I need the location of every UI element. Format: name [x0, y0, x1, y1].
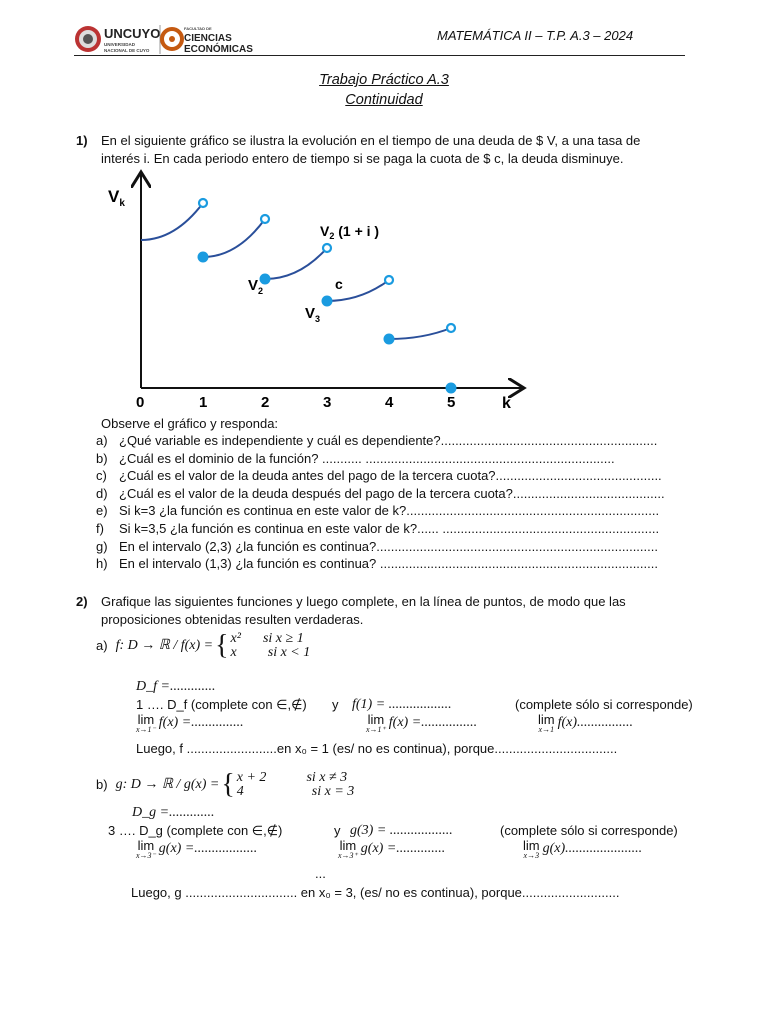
right-limit-f[interactable]: lim x→1⁺ f(x) =................	[366, 712, 478, 734]
limit-g[interactable]: lim x→3 g(x)......................	[523, 838, 643, 860]
observe-instruction: Observe el gráfico y responda:	[101, 416, 279, 431]
ellipsis: ...	[315, 866, 326, 881]
question-item-letter: c)	[96, 468, 107, 484]
open-point	[261, 215, 269, 223]
item-label: b)	[96, 777, 108, 792]
question-1-text-line2: interés i. En cada periodo entero de tiempo si se paga la cuota de $ c, la deuda disminuye.	[101, 151, 624, 166]
closed-point	[446, 383, 457, 394]
open-point	[323, 244, 331, 252]
question-item-text[interactable]: ¿Cuál es el dominio de la función? ........... .....................................................................	[119, 450, 615, 466]
question-item-text[interactable]: Si k=3 ¿la función es continua en este valor de k?......................................................................	[119, 503, 660, 519]
question-item-text[interactable]: ¿Qué variable es independiente y cuál es dependiente?............................................................	[119, 433, 658, 448]
question-item-letter: a)	[96, 433, 108, 448]
g-of-3-blank[interactable]: g(3) = ..................	[350, 823, 453, 838]
curve-segment	[389, 328, 451, 339]
question-item-letter: g)	[96, 538, 108, 554]
brace-symbol: {	[221, 769, 235, 800]
question-item-letter: d)	[96, 485, 108, 501]
question-item-text[interactable]: ¿Cuál es el valor de la deuda después del pago de la tercera cuota?..........................................	[119, 485, 665, 501]
x-axis-label: k	[502, 395, 511, 412]
closed-point	[384, 334, 395, 345]
left-limit-f[interactable]: lim x→1⁻ f(x) =...............	[136, 712, 244, 734]
annotation-v2-1-plus-i: $V_2$ (1 + i )	[320, 223, 380, 241]
domain-f-blank[interactable]: D_f =.............	[136, 679, 216, 694]
function-g-definition: g: D → ℝ / g(x) =	[115, 777, 220, 792]
svg-text:CIENCIAS: CIENCIAS	[184, 33, 232, 44]
conjunction-y: y	[334, 823, 341, 838]
item-label: a)	[96, 638, 108, 653]
svg-text:UNIVERSIDAD: UNIVERSIDAD	[104, 42, 136, 47]
svg-text:NACIONAL DE CUYO: NACIONAL DE CUYO	[104, 48, 150, 53]
question-item-letter: h)	[96, 556, 108, 572]
f-of-1-blank[interactable]: f(1) = ..................	[352, 697, 452, 712]
conclusion-g-blank[interactable]: Luego, g ............................... en x₀ = 3, (es/ no es continua), porque...........................	[131, 885, 620, 900]
closed-point	[198, 252, 209, 263]
question-1-number: 1)	[76, 133, 88, 148]
function-f-definition: f: D → ℝ / f(x) =	[115, 638, 214, 653]
open-point	[199, 199, 207, 207]
curve-segment	[141, 203, 203, 240]
svg-text:ECONÓMICAS: ECONÓMICAS	[184, 44, 253, 55]
closed-point	[322, 296, 333, 307]
x-tick-label: 2	[261, 394, 270, 411]
curve-segment	[265, 248, 327, 279]
piecewise-cases: x + 2 si x ≠ 3 4 si x = 3	[236, 770, 355, 799]
conjunction-y: y	[332, 697, 339, 712]
item-2b-definition	[96, 770, 354, 800]
question-2-number: 2)	[76, 594, 88, 609]
question-item-text[interactable]: En el intervalo (2,3) ¿la función es continua?..............................................................................	[119, 538, 658, 554]
brace-symbol: {	[215, 630, 229, 661]
page-title: Trabajo Práctico A.3	[319, 72, 449, 88]
question-item-text[interactable]: Si k=3,5 ¿la función es continua en este valor de k?...... ............................................................	[119, 521, 660, 536]
x-tick-label: 3	[323, 394, 332, 411]
piecewise-cases: x² si x ≥ 1 x si x < 1	[230, 631, 311, 660]
right-limit-g[interactable]: lim x→3⁺ g(x) =..............	[338, 838, 446, 860]
page-subtitle: Continuidad	[345, 92, 423, 108]
question-item-letter: e)	[96, 503, 108, 519]
x-tick-label: 0	[136, 394, 145, 411]
y-axis-label: $V_k$	[108, 187, 125, 209]
question-item-letter: f)	[96, 521, 104, 536]
debt-graph	[0, 0, 768, 414]
annotation-v2: $V_2$	[248, 277, 264, 296]
question-1-text-line1: En el siguiente gráfico se ilustra la evolución en el tiempo de una deuda de $ V, a una tasa de	[101, 133, 641, 148]
complete-note: (complete sólo si corresponde)	[500, 823, 678, 838]
open-point	[385, 276, 393, 284]
annotation-c: c	[335, 276, 343, 292]
course-header: MATEMÁTICA II – T.P. A.3 – 2024	[437, 28, 634, 43]
question-2-text-line1: Grafique las siguientes funciones y luego complete, en la línea de puntos, de modo que las	[101, 594, 626, 609]
item-2a-definition	[96, 631, 310, 661]
complete-note: (complete sólo si corresponde)	[515, 697, 693, 712]
logo-uncuyo-text: UNCUYO	[104, 26, 161, 41]
left-limit-g[interactable]: lim x→3⁻ g(x) =..................	[136, 838, 258, 860]
closed-point	[260, 274, 271, 285]
domain-g-blank[interactable]: D_g =.............	[132, 805, 215, 820]
curve-segment	[203, 219, 265, 257]
annotation-v3: $V_3$	[305, 305, 321, 324]
question-2-text-line2: proposiciones obtenidas resulten verdaderas.	[101, 612, 364, 627]
question-item-text[interactable]: En el intervalo (1,3) ¿la función es continua? .............................................................................	[119, 556, 658, 572]
limit-f[interactable]: lim x→1 f(x)................	[538, 712, 634, 734]
svg-text:FACULTAD DE: FACULTAD DE	[184, 26, 212, 31]
membership-f-blank[interactable]: 1 …. D_f (complete con ∈,∉)	[136, 697, 307, 712]
x-tick-label: 5	[447, 394, 456, 411]
question-item-text[interactable]: ¿Cuál es el valor de la deuda antes del pago de la tercera cuota?..............................................	[119, 468, 662, 484]
membership-g-blank[interactable]: 3 …. D_g (complete con ∈,∉)	[108, 823, 283, 838]
conclusion-f-blank[interactable]: Luego, f .........................en x₀ = 1 (es/ no es continua), porque..................................	[136, 741, 618, 756]
open-point	[447, 324, 455, 332]
x-tick-label: 1	[199, 394, 208, 411]
question-item-letter: b)	[96, 450, 108, 466]
x-tick-label: 4	[385, 394, 394, 411]
